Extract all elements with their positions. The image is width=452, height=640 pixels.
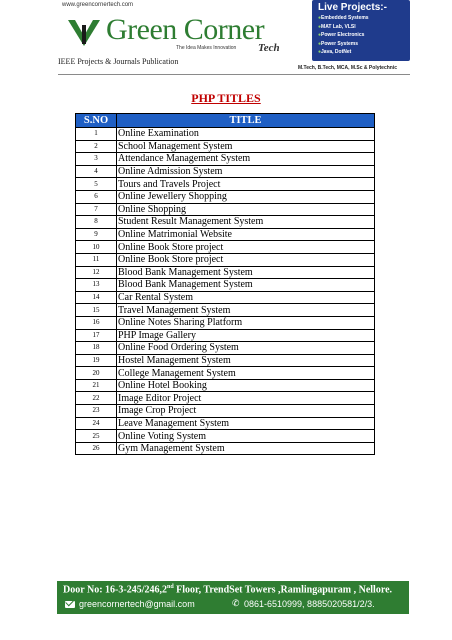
live-project-item: ● Power Electronics [318, 31, 410, 40]
table-row [76, 342, 375, 355]
header-divider [58, 74, 410, 75]
row-sno: 15 [76, 304, 117, 317]
row-sno: 24 [76, 417, 117, 430]
table-row [76, 392, 375, 405]
row-title: Online Notes Sharing Platform [117, 316, 375, 329]
page-title: PHP TITLES [191, 91, 261, 105]
table-row [76, 241, 375, 254]
row-sno: 17 [76, 329, 117, 342]
table-row [76, 153, 375, 166]
row-title: Online Matrimonial Website [117, 228, 375, 241]
row-title: Online Examination [117, 128, 375, 141]
row-title: Blood Bank Management System [117, 266, 375, 279]
row-sno: 1 [76, 128, 117, 141]
live-project-item: ● Java, DotNet [318, 48, 410, 57]
table-row [76, 405, 375, 418]
footer-address [63, 584, 392, 595]
row-title: Online Book Store project [117, 241, 375, 254]
row-title: Online Jewellery Shopping [117, 190, 375, 203]
page-header [0, 0, 452, 80]
table-header-row [76, 114, 375, 128]
brand-name: Green Corner [106, 13, 265, 46]
live-project-item: ● MAT Lab, VLSI [318, 23, 410, 32]
row-sno: 2 [76, 140, 117, 153]
row-sno: 8 [76, 216, 117, 229]
row-title: Tours and Travels Project [117, 178, 375, 191]
row-title: Car Rental System [117, 291, 375, 304]
degrees-list: M.Tech, B.Tech, MCA, M.Sc & Polytechnic [298, 65, 397, 71]
table-body [76, 128, 375, 455]
row-title: Gym Management System [117, 442, 375, 455]
logo-icon [66, 16, 102, 50]
table-row [76, 367, 375, 380]
footer-phone[interactable]: 0861-6510999, 8885020581/2/3. [244, 599, 375, 609]
phone-icon: ✆ [232, 599, 240, 609]
footer-email[interactable]: greencornertech@gmail.com [79, 599, 195, 609]
table-row [76, 430, 375, 443]
row-sno: 6 [76, 190, 117, 203]
row-sno: 12 [76, 266, 117, 279]
row-title: Hostel Management System [117, 354, 375, 367]
table-row [76, 442, 375, 455]
row-sno: 18 [76, 342, 117, 355]
row-sno: 26 [76, 442, 117, 455]
ieee-publication: IEEE Projects & Journals Publication [58, 57, 179, 66]
table-row [76, 417, 375, 430]
table-row [76, 203, 375, 216]
live-project-item: ● Power Systems [318, 40, 410, 49]
live-projects-box [312, 0, 410, 61]
row-sno: 3 [76, 153, 117, 166]
row-title: Online Book Store project [117, 253, 375, 266]
row-title: School Management System [117, 140, 375, 153]
row-title: Online Hotel Booking [117, 379, 375, 392]
address-part: Floor, TrendSet Towers ,Ramlingapuram , Nellore. [173, 584, 393, 596]
row-title: Image Editor Project [117, 392, 375, 405]
site-url[interactable]: www.greencornertech.com [62, 2, 134, 8]
table-row [76, 266, 375, 279]
row-sno: 25 [76, 430, 117, 443]
row-sno: 7 [76, 203, 117, 216]
row-title: Blood Bank Management System [117, 279, 375, 292]
row-title: Travel Management System [117, 304, 375, 317]
titles-table [75, 113, 375, 455]
row-sno: 20 [76, 367, 117, 380]
row-sno: 21 [76, 379, 117, 392]
page-footer [57, 581, 409, 614]
row-sno: 22 [76, 392, 117, 405]
row-title: Student Result Management System [117, 216, 375, 229]
row-sno: 4 [76, 165, 117, 178]
column-header-title: TITLE [117, 114, 375, 128]
table-row [76, 354, 375, 367]
mail-icon [65, 601, 75, 608]
table-row [76, 228, 375, 241]
column-header-sno: S.NO [76, 114, 117, 128]
row-title: PHP Image Gallery [117, 329, 375, 342]
row-sno: 16 [76, 316, 117, 329]
row-title: Leave Management System [117, 417, 375, 430]
live-project-item: ● Embedded Systems [318, 14, 410, 23]
row-title: College Management System [117, 367, 375, 380]
address-superscript: nd [166, 584, 174, 590]
table-row [76, 253, 375, 266]
row-sno: 14 [76, 291, 117, 304]
row-title: Online Food Ordering System [117, 342, 375, 355]
table-row [76, 279, 375, 292]
row-sno: 10 [76, 241, 117, 254]
row-title: Online Admission System [117, 165, 375, 178]
row-sno: 11 [76, 253, 117, 266]
live-projects-title: Live Projects:- [318, 2, 387, 13]
table-row [76, 140, 375, 153]
live-projects-list [312, 14, 410, 57]
row-sno: 23 [76, 405, 117, 418]
row-title: Attendance Management System [117, 153, 375, 166]
row-sno: 19 [76, 354, 117, 367]
table-row [76, 178, 375, 191]
table-row [76, 216, 375, 229]
row-sno: 13 [76, 279, 117, 292]
table-row [76, 304, 375, 317]
row-title: Image Crop Project [117, 405, 375, 418]
table-row [76, 128, 375, 141]
table-row [76, 329, 375, 342]
table-row [76, 379, 375, 392]
table-row [76, 190, 375, 203]
table-row [76, 291, 375, 304]
row-sno: 9 [76, 228, 117, 241]
row-sno: 5 [76, 178, 117, 191]
brand-tagline: The Idea Makes Innovation [176, 45, 237, 51]
address-part: Door No: 16-3-245/246,2 [63, 584, 167, 596]
row-title: Online Voting System [117, 430, 375, 443]
table-row [76, 165, 375, 178]
row-title: Online Shopping [117, 203, 375, 216]
brand-tech: Tech [258, 42, 280, 54]
table-row [76, 316, 375, 329]
